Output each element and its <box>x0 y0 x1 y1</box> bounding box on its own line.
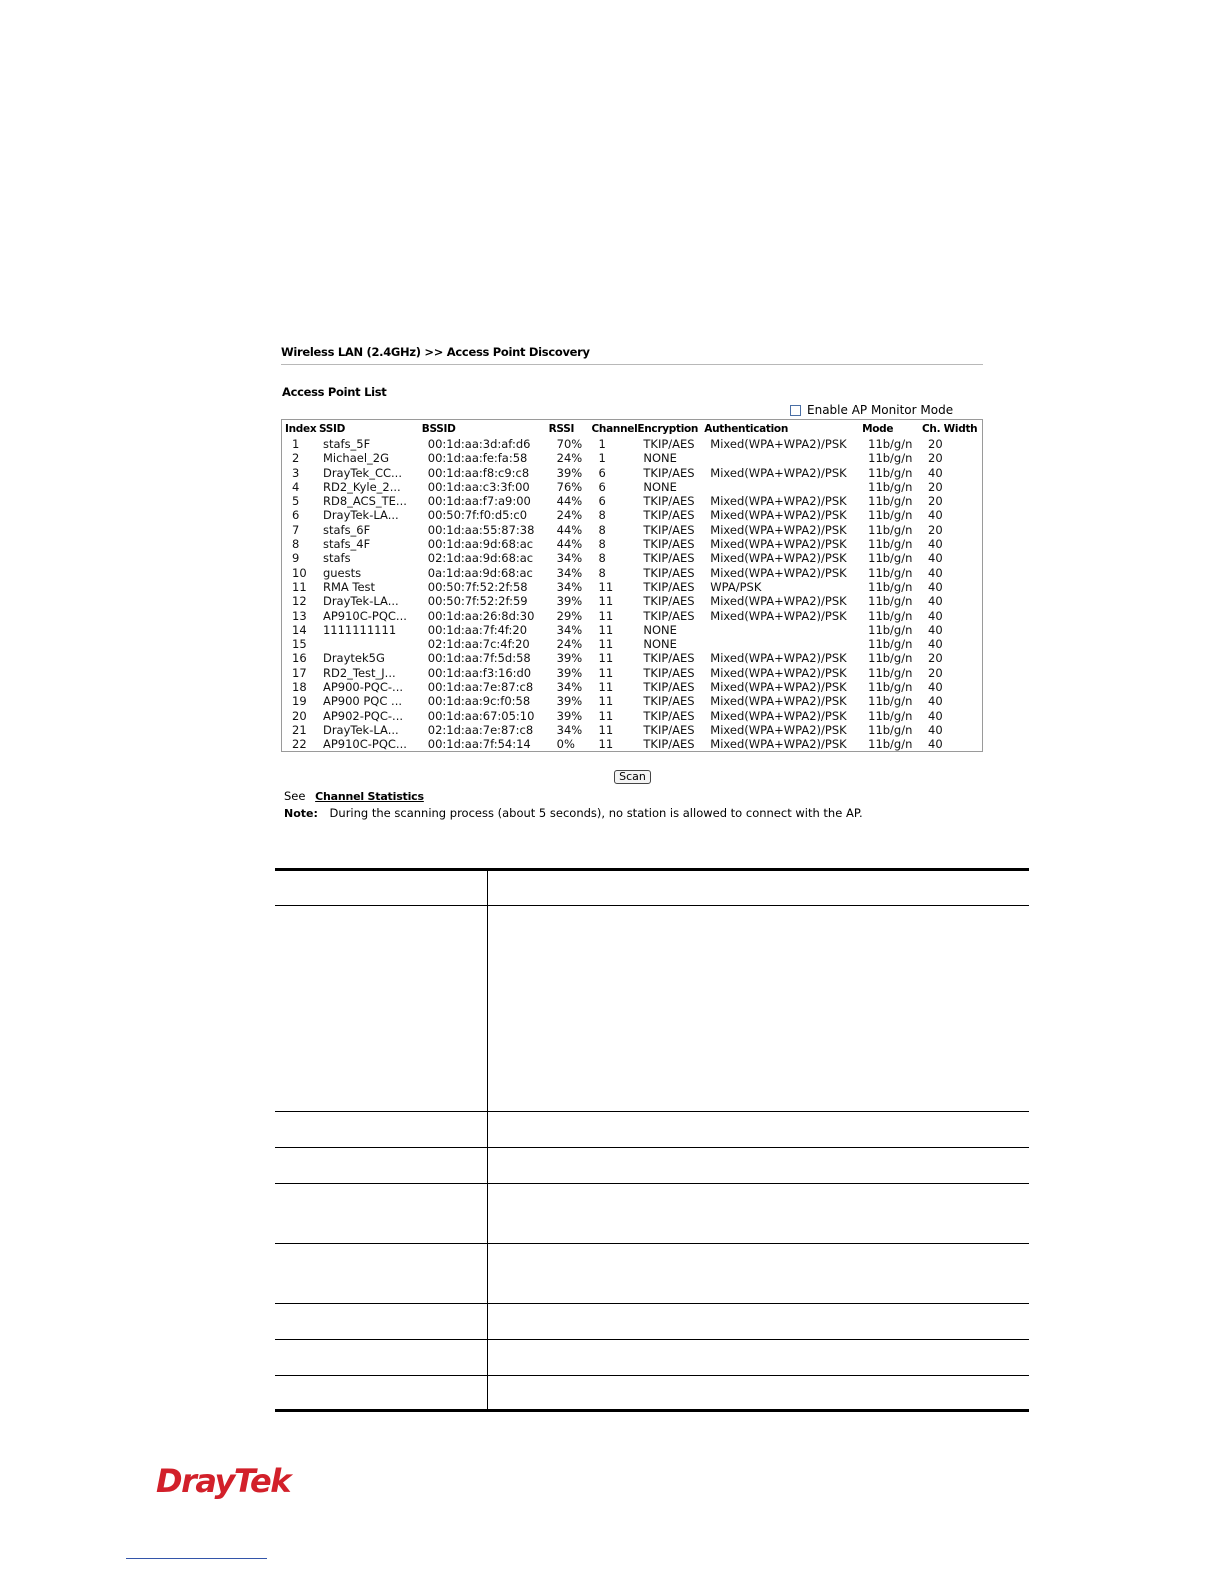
cell-channel: 11 <box>598 651 614 666</box>
cell-mode: 11b/g/n <box>868 465 913 480</box>
table-row[interactable] <box>282 437 982 451</box>
cell-ch-width: 40 <box>928 508 943 523</box>
cell-rssi: 34% <box>556 565 583 580</box>
cell-index: 6 <box>292 508 300 523</box>
cell-channel: 11 <box>598 594 614 609</box>
cell-bssid: 00:50:7f:52:2f:59 <box>427 594 528 609</box>
cell-ssid: AP910C-PQC... <box>322 608 407 623</box>
cell-ch-width: 20 <box>928 494 943 509</box>
footer-rule <box>126 1558 267 1559</box>
table-row[interactable] <box>282 551 982 565</box>
cell-authentication: Mixed(WPA+WPA2)/PSK <box>710 651 847 666</box>
cell-authentication <box>704 623 862 637</box>
cell-encryption: TKIP/AES <box>643 494 695 509</box>
cell-mode: 11b/g/n <box>868 651 913 666</box>
table-row[interactable] <box>282 580 982 594</box>
table-row <box>275 1112 1029 1148</box>
cell-channel: 6 <box>598 494 606 509</box>
note-label: Note: <box>284 807 318 820</box>
cell-encryption: TKIP/AES <box>643 665 695 680</box>
table-row[interactable] <box>282 666 982 680</box>
cell-mode: 11b/g/n <box>868 565 913 580</box>
cell-mode: 11b/g/n <box>868 637 913 652</box>
cell-channel: 11 <box>598 665 614 680</box>
cell-ssid: RD8_ACS_TE... <box>322 494 407 509</box>
table-row <box>275 906 1029 1112</box>
cell-channel: 6 <box>598 479 606 494</box>
cell-channel: 8 <box>598 565 606 580</box>
cell-index: 3 <box>292 465 300 480</box>
table-row <box>275 1376 1029 1409</box>
cell-ssid: stafs_6F <box>322 522 371 537</box>
cell-rssi: 39% <box>556 594 583 609</box>
table-row[interactable] <box>282 480 982 494</box>
cell-encryption: TKIP/AES <box>643 437 695 451</box>
cell-index: 14 <box>292 622 307 637</box>
cell-mode: 11b/g/n <box>868 594 913 609</box>
see-line <box>284 789 424 803</box>
table-row[interactable] <box>282 651 982 665</box>
cell-rssi: 34% <box>556 622 583 637</box>
cell-ssid: guests <box>322 565 362 580</box>
cell-authentication: Mixed(WPA+WPA2)/PSK <box>710 608 847 623</box>
breadcrumb-divider <box>281 364 983 365</box>
cell-ssid: stafs_4F <box>322 537 371 552</box>
cell-mode: 11b/g/n <box>868 522 913 537</box>
cell-rssi: 44% <box>556 522 583 537</box>
cell-index: 21 <box>292 722 307 737</box>
column-header-rssi: RSSI <box>548 422 575 435</box>
cell-channel: 11 <box>598 680 614 695</box>
table-row[interactable] <box>282 694 982 708</box>
cell-rssi: 44% <box>556 494 583 509</box>
table-row[interactable] <box>282 637 982 651</box>
cell-channel: 11 <box>598 622 614 637</box>
cell-ch-width: 40 <box>928 694 943 709</box>
cell-bssid: 00:1d:aa:7e:87:c8 <box>427 680 534 695</box>
cell-ssid: DrayTek_CC... <box>322 465 402 480</box>
table-row <box>275 1340 1029 1376</box>
cell-bssid: 00:1d:aa:c3:3f:00 <box>427 479 530 494</box>
cell-rssi: 44% <box>556 537 583 552</box>
table-row <box>275 1184 1029 1244</box>
channel-statistics-link[interactable]: Channel Statistics <box>315 790 424 803</box>
table-row[interactable] <box>282 594 982 608</box>
cell-encryption: TKIP/AES <box>643 608 695 623</box>
cell-rssi: 39% <box>556 694 583 709</box>
table-header-row <box>282 420 982 437</box>
cell-authentication: Mixed(WPA+WPA2)/PSK <box>710 537 847 552</box>
cell-ch-width: 40 <box>928 680 943 695</box>
ap-monitor-mode-toggle[interactable] <box>790 403 953 417</box>
cell-channel: 11 <box>598 608 614 623</box>
cell-authentication: Mixed(WPA+WPA2)/PSK <box>710 694 847 709</box>
cell-mode: 11b/g/n <box>868 579 913 594</box>
cell-index: 1 <box>292 437 300 451</box>
cell-index: 2 <box>292 451 300 466</box>
cell-bssid: 02:1d:aa:9d:68:ac <box>427 551 534 566</box>
cell-rssi: 24% <box>556 637 583 652</box>
column-header-mode: Mode <box>862 422 894 435</box>
cell-mode: 11b/g/n <box>868 479 913 494</box>
cell-bssid: 00:50:7f:f0:d5:c0 <box>427 508 528 523</box>
cell-bssid: 02:1d:aa:7c:4f:20 <box>427 637 530 652</box>
see-prefix: See <box>284 789 306 803</box>
cell-ch-width: 20 <box>928 451 943 466</box>
cell-authentication: Mixed(WPA+WPA2)/PSK <box>710 594 847 609</box>
cell-ch-width: 20 <box>928 665 943 680</box>
cell-channel: 11 <box>598 737 614 752</box>
cell-authentication: Mixed(WPA+WPA2)/PSK <box>710 665 847 680</box>
cell-authentication: Mixed(WPA+WPA2)/PSK <box>710 737 847 752</box>
cell-authentication: Mixed(WPA+WPA2)/PSK <box>710 508 847 523</box>
cell-encryption: NONE <box>643 637 677 652</box>
cell-ch-width: 40 <box>928 622 943 637</box>
cell-encryption: TKIP/AES <box>643 579 695 594</box>
table-row <box>275 1244 1029 1304</box>
cell-mode: 11b/g/n <box>868 451 913 466</box>
cell-mode: 11b/g/n <box>868 665 913 680</box>
cell-ssid: AP900-PQC-... <box>322 680 404 695</box>
cell-encryption: TKIP/AES <box>643 737 695 752</box>
cell-encryption: TKIP/AES <box>643 551 695 566</box>
cell-ch-width: 40 <box>928 722 943 737</box>
table-bottom-rule <box>275 1409 1029 1412</box>
cell-index: 18 <box>292 680 307 695</box>
column-header-authentication: Authentication <box>704 422 789 435</box>
cell-mode: 11b/g/n <box>868 437 913 451</box>
cell-ssid: RMA Test <box>322 579 376 594</box>
monitor-mode-label: Enable AP Monitor Mode <box>807 403 954 417</box>
cell-channel: 11 <box>598 722 614 737</box>
cell-mode: 11b/g/n <box>868 694 913 709</box>
column-header-ch-width: Ch. Width <box>922 422 978 435</box>
cell-rssi: 34% <box>556 551 583 566</box>
cell-ssid: DrayTek-LA... <box>322 594 399 609</box>
cell-mode: 11b/g/n <box>868 737 913 752</box>
cell-bssid: 00:1d:aa:9d:68:ac <box>427 537 534 552</box>
column-header-channel: Channel <box>591 422 638 435</box>
note-text: During the scanning process (about 5 seconds), no station is allowed to connect with the AP. <box>329 806 863 820</box>
cell-mode: 11b/g/n <box>868 537 913 552</box>
cell-rssi: 29% <box>556 608 583 623</box>
column-header-ssid: SSID <box>318 422 346 435</box>
cell-index: 16 <box>292 651 307 666</box>
table-row <box>275 1304 1029 1340</box>
cell-index: 10 <box>292 565 307 580</box>
cell-encryption: TKIP/AES <box>643 465 695 480</box>
table-row[interactable] <box>282 508 982 522</box>
cell-authentication: Mixed(WPA+WPA2)/PSK <box>710 551 847 566</box>
cell-ssid: DrayTek-LA... <box>322 508 399 523</box>
cell-encryption: TKIP/AES <box>643 708 695 723</box>
cell-ssid <box>319 637 422 651</box>
cell-ssid: DrayTek-LA... <box>322 722 399 737</box>
table-row[interactable] <box>282 680 982 694</box>
cell-mode: 11b/g/n <box>868 708 913 723</box>
cell-encryption: NONE <box>643 451 677 466</box>
note-line <box>284 806 863 820</box>
cell-rssi: 39% <box>556 651 583 666</box>
cell-authentication: Mixed(WPA+WPA2)/PSK <box>710 494 847 509</box>
cell-ch-width: 20 <box>928 437 943 451</box>
cell-index: 13 <box>292 608 307 623</box>
cell-bssid: 00:1d:aa:f8:c9:c8 <box>427 465 530 480</box>
cell-authentication: Mixed(WPA+WPA2)/PSK <box>710 680 847 695</box>
cell-authentication: WPA/PSK <box>710 579 762 594</box>
table-row <box>275 1148 1029 1184</box>
column-header-index: Index <box>285 422 317 435</box>
cell-mode: 11b/g/n <box>868 680 913 695</box>
cell-authentication: Mixed(WPA+WPA2)/PSK <box>710 465 847 480</box>
cell-encryption: TKIP/AES <box>643 522 695 537</box>
cell-ch-width: 40 <box>928 537 943 552</box>
cell-authentication: Mixed(WPA+WPA2)/PSK <box>710 565 847 580</box>
cell-bssid: 00:1d:aa:f3:16:d0 <box>427 665 532 680</box>
cell-index: 9 <box>292 551 300 566</box>
cell-bssid: 00:50:7f:52:2f:58 <box>427 579 528 594</box>
cell-mode: 11b/g/n <box>868 508 913 523</box>
table-row[interactable] <box>282 523 982 537</box>
table-row[interactable] <box>282 709 982 723</box>
cell-authentication: Mixed(WPA+WPA2)/PSK <box>710 708 847 723</box>
cell-rssi: 34% <box>556 722 583 737</box>
cell-bssid: 00:1d:aa:7f:5d:58 <box>427 651 531 666</box>
cell-encryption: TKIP/AES <box>643 694 695 709</box>
cell-ssid: Draytek5G <box>322 651 385 666</box>
cell-rssi: 70% <box>556 437 583 451</box>
cell-bssid: 00:1d:aa:7f:54:14 <box>427 737 531 752</box>
cell-bssid: 02:1d:aa:7e:87:c8 <box>427 722 534 737</box>
table-row[interactable] <box>282 737 982 751</box>
cell-bssid: 00:1d:aa:3d:af:d6 <box>427 437 531 451</box>
table-row[interactable] <box>282 451 982 465</box>
cell-ch-width: 40 <box>928 708 943 723</box>
cell-channel: 11 <box>598 708 614 723</box>
table-row[interactable] <box>282 723 982 737</box>
cell-bssid: 00:1d:aa:fe:fa:58 <box>427 451 528 466</box>
cell-ssid: RD2_Test_J... <box>322 665 396 680</box>
cell-index: 5 <box>292 494 300 509</box>
cell-ch-width: 20 <box>928 651 943 666</box>
cell-bssid: 00:1d:aa:55:87:38 <box>427 522 535 537</box>
cell-channel: 11 <box>598 637 614 652</box>
cell-ssid: RD2_Kyle_2... <box>322 479 401 494</box>
cell-encryption: TKIP/AES <box>643 565 695 580</box>
table-row <box>275 868 1029 906</box>
cell-ch-width: 40 <box>928 608 943 623</box>
column-header-encryption: Encryption <box>637 422 699 435</box>
cell-ch-width: 40 <box>928 579 943 594</box>
section-title: Access Point List <box>282 385 387 399</box>
cell-rssi: 24% <box>556 508 583 523</box>
cell-index: 4 <box>292 479 300 494</box>
cell-encryption: TKIP/AES <box>643 594 695 609</box>
breadcrumb: Wireless LAN (2.4GHz) >> Access Point Discovery <box>281 345 590 359</box>
table-row[interactable] <box>282 466 982 480</box>
cell-index: 17 <box>292 665 307 680</box>
cell-ssid: AP902-PQC-... <box>322 708 404 723</box>
cell-index: 20 <box>292 708 307 723</box>
cell-bssid: 00:1d:aa:26:8d:30 <box>427 608 535 623</box>
cell-mode: 11b/g/n <box>868 622 913 637</box>
cell-channel: 8 <box>598 522 606 537</box>
cell-bssid: 0a:1d:aa:9d:68:ac <box>427 565 533 580</box>
access-point-list-panel[interactable] <box>281 419 983 752</box>
cell-rssi: 39% <box>556 465 583 480</box>
cell-authentication: Mixed(WPA+WPA2)/PSK <box>710 522 847 537</box>
cell-rssi: 0% <box>556 737 575 752</box>
cell-ch-width: 20 <box>928 522 943 537</box>
cell-index: 15 <box>292 637 307 652</box>
cell-channel: 8 <box>598 537 606 552</box>
cell-mode: 11b/g/n <box>868 722 913 737</box>
cell-ch-width: 40 <box>928 594 943 609</box>
cell-bssid: 00:1d:aa:9c:f0:58 <box>427 694 531 709</box>
cell-ssid: Michael_2G <box>322 451 389 466</box>
cell-mode: 11b/g/n <box>868 608 913 623</box>
cell-authentication <box>704 637 862 651</box>
cell-rssi: 76% <box>556 479 583 494</box>
cell-rssi: 34% <box>556 579 583 594</box>
cell-encryption: NONE <box>643 622 677 637</box>
cell-index: 12 <box>292 594 307 609</box>
table-row[interactable] <box>282 566 982 580</box>
cell-index: 22 <box>292 737 307 752</box>
cell-channel: 8 <box>598 508 606 523</box>
cell-mode: 11b/g/n <box>868 551 913 566</box>
cell-rssi: 39% <box>556 665 583 680</box>
cell-index: 19 <box>292 694 307 709</box>
cell-channel: 6 <box>598 465 606 480</box>
cell-mode: 11b/g/n <box>868 494 913 509</box>
cell-channel: 11 <box>598 579 614 594</box>
cell-authentication <box>704 480 862 494</box>
cell-authentication: Mixed(WPA+WPA2)/PSK <box>710 722 847 737</box>
cell-index: 8 <box>292 537 300 552</box>
cell-channel: 1 <box>598 437 606 451</box>
cell-ssid: stafs_5F <box>322 437 371 451</box>
cell-encryption: TKIP/AES <box>643 722 695 737</box>
cell-index: 11 <box>292 579 307 594</box>
table-row[interactable] <box>282 609 982 623</box>
cell-ch-width: 40 <box>928 637 943 652</box>
cell-ch-width: 40 <box>928 465 943 480</box>
cell-rssi: 34% <box>556 680 583 695</box>
cell-authentication: Mixed(WPA+WPA2)/PSK <box>710 437 847 451</box>
cell-index: 7 <box>292 522 300 537</box>
cell-ch-width: 40 <box>928 551 943 566</box>
cell-channel: 1 <box>598 451 606 466</box>
cell-rssi: 24% <box>556 451 583 466</box>
table-row[interactable] <box>282 623 982 637</box>
cell-ch-width: 20 <box>928 479 943 494</box>
cell-bssid: 00:1d:aa:f7:a9:00 <box>427 494 531 509</box>
access-point-table <box>282 420 982 752</box>
cell-ssid: AP910C-PQC... <box>322 737 407 752</box>
scan-button[interactable]: Scan <box>614 770 651 784</box>
cell-encryption: TKIP/AES <box>643 508 695 523</box>
cell-ssid: 1111111111 <box>322 622 397 637</box>
cell-encryption: NONE <box>643 479 677 494</box>
cell-channel: 11 <box>598 694 614 709</box>
cell-ch-width: 40 <box>928 565 943 580</box>
cell-encryption: TKIP/AES <box>643 537 695 552</box>
cell-ch-width: 40 <box>928 737 943 752</box>
cell-bssid: 00:1d:aa:67:05:10 <box>427 708 535 723</box>
cell-rssi: 39% <box>556 708 583 723</box>
cell-bssid: 00:1d:aa:7f:4f:20 <box>427 622 528 637</box>
cell-channel: 8 <box>598 551 606 566</box>
column-header-bssid: BSSID <box>421 422 456 435</box>
monitor-mode-checkbox[interactable] <box>790 405 801 416</box>
table-row[interactable] <box>282 494 982 508</box>
cell-authentication <box>704 451 862 465</box>
draytek-logo: DrayTek <box>156 1462 290 1500</box>
cell-encryption: TKIP/AES <box>643 651 695 666</box>
table-row[interactable] <box>282 537 982 551</box>
cell-ssid: AP900 PQC ... <box>322 694 403 709</box>
cell-encryption: TKIP/AES <box>643 680 695 695</box>
cell-ssid: stafs <box>322 551 351 566</box>
